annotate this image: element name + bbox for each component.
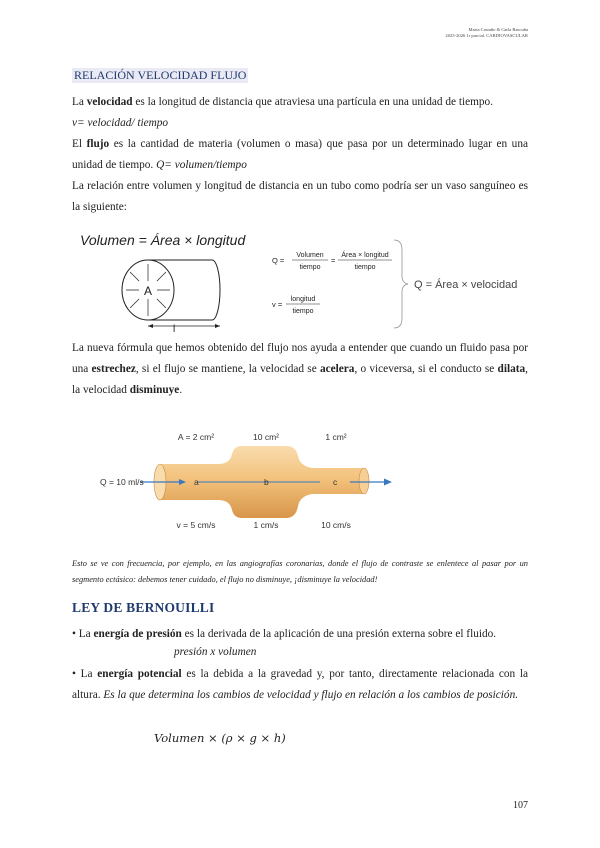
q-den2: tiempo	[354, 264, 376, 271]
paragraph-velocidad: La velocidad es la longitud de distancia que atraviesa una partícula en una unidad de tiempo. v= velocidad/ tiempo	[72, 96, 494, 129]
header-course: 2025-2026 1r parcial. CARDIOVASCULAR	[445, 33, 528, 38]
bullet-energia-presion: • La energía de presión es la derivada de la aplicación de una presión externa sobre el fluido.	[72, 628, 497, 640]
velocity-label-b: 1 cm/s	[253, 520, 279, 530]
page-number: 107	[513, 800, 528, 811]
v-lhs: v =	[272, 300, 283, 309]
bullet-energia-potencial: • La energía potencial es la debida a la gravedad y, por tanto, directamente relacionada con la altura. Es la que determina los cambios de velocidad y flujo en relación a los cambios de posición.	[72, 668, 528, 701]
page-header	[445, 27, 528, 39]
formula-velocidad: v= velocidad/ tiempo	[72, 117, 169, 129]
paragraph-relacion: La relación entre volumen y longitud de distancia en un tubo como podría ser un vaso sanguíneo es la siguiente:	[72, 180, 528, 213]
section-title-velocidad-flujo: RELACIÓN VELOCIDAD FLUJO	[74, 68, 247, 82]
area-label-b: 10 cm²	[253, 432, 279, 442]
velocity-label-a: v = 5 cm/s	[176, 520, 216, 530]
formula-potencial: Volumen × (ρ × g × h)	[154, 731, 286, 745]
q-eq2: =	[331, 256, 336, 265]
q-num2: Área × longitud	[341, 252, 389, 259]
velocity-label-c: 10 cm/s	[321, 520, 351, 530]
tube-right-opening	[359, 468, 369, 494]
q-result: Q = Área × velocidad	[414, 279, 518, 291]
volume-formula: Volumen = Área × longitud	[80, 232, 246, 248]
q-num1: Volumen	[296, 252, 324, 259]
figure-volume-cylinder	[72, 228, 542, 338]
cylinder-length-label: l	[173, 324, 176, 335]
v-den: tiempo	[292, 308, 314, 315]
segment-c: c	[333, 477, 338, 487]
brace	[394, 240, 408, 328]
header-authors: Maria Castaño & Carla Bascuña	[468, 27, 528, 32]
figure-tube-diagram	[90, 422, 400, 534]
paragraph-estrechez: La nueva fórmula que hemos obtenido del flujo nos ayuda a entender que cuando un fluido pasa por una estrechez, si el flujo se mantiene, la velocidad se acelera, o viceversa, si el conducto se dilata, la velocidad disminuye.	[72, 342, 528, 396]
q-den1: tiempo	[299, 264, 321, 271]
cylinder-area-label: A	[143, 284, 153, 298]
segment-b: b	[264, 477, 269, 487]
paragraph-flujo: El flujo es la cantidad de materia (volumen o masa) que pasa por un determinado lugar en una unidad de tiempo. Q= volumen/tiempo	[72, 138, 528, 171]
area-label-a: A = 2 cm²	[177, 432, 215, 442]
section-title-bernouilli: LEY DE BERNOUILLI	[72, 600, 215, 615]
flow-label: Q = 10 ml/s	[100, 477, 144, 487]
v-num: longitud	[290, 296, 316, 303]
area-label-c: 1 cm²	[325, 432, 347, 442]
figure-caption: Esto se ve con frecuencia, por ejemplo, en las angiografías coronarias, donde el flujo de contraste se enlentece al pasar por un segmento ectásico: debemos tener cuidado, el flujo no disminuye, ¡disminuye la velocidad!	[72, 559, 528, 584]
formula-presion: presión x volumen	[174, 646, 257, 658]
formula-flujo: Q= volumen/tiempo	[156, 159, 247, 171]
q-lhs: Q =	[272, 256, 285, 265]
segment-a: a	[194, 477, 199, 487]
